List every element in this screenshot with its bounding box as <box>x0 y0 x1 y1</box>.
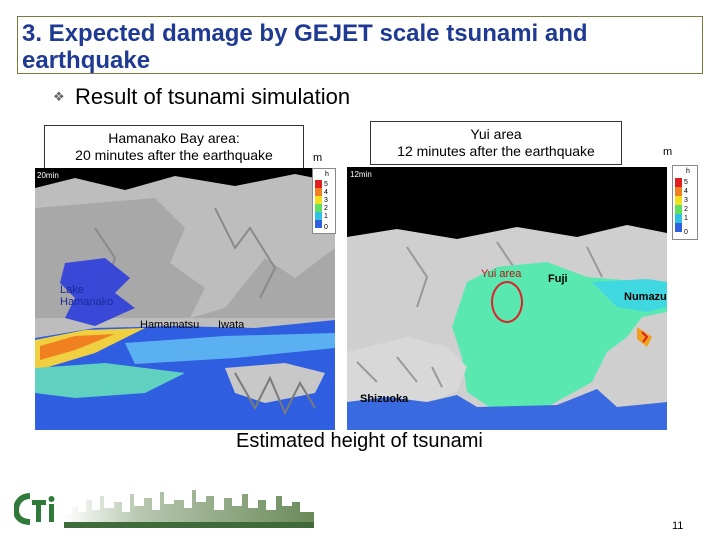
legend-tick: 1 <box>684 215 688 222</box>
left-panel-heading <box>44 125 304 169</box>
numazu-label: Numazu <box>624 291 667 303</box>
fuji-label: Fuji <box>548 273 568 285</box>
iwata-label: Iwata <box>218 319 245 331</box>
slide-title: 3. Expected damage by GEJET scale tsunami and earthquake <box>22 20 588 74</box>
legend-swatch <box>675 196 682 205</box>
left-legend-title: h <box>325 171 329 178</box>
right-timestamp: 12min <box>350 170 372 179</box>
legend-swatch <box>315 188 322 196</box>
legend-tick: 3 <box>684 197 688 204</box>
legend-swatch <box>675 178 682 187</box>
legend-swatch <box>315 180 322 188</box>
legend-tick: 4 <box>684 188 688 195</box>
right-unit-label: m <box>663 146 673 158</box>
legend-tick: 2 <box>684 206 688 213</box>
hamamatsu-label: Hamamatsu <box>140 319 200 331</box>
left-timestamp: 20min <box>37 171 59 180</box>
legend-swatch <box>315 220 322 228</box>
legend-tick: 4 <box>324 189 328 196</box>
figure-caption: Estimated height of tsunami <box>236 430 483 452</box>
legend-tick: 1 <box>324 213 328 220</box>
right-heading-line2: 12 minutes after the earthquake <box>397 143 595 159</box>
bullet-text: Result of tsunami simulation <box>75 84 351 109</box>
legend-swatch <box>675 187 682 196</box>
page-number: 11 <box>672 520 684 532</box>
legend-swatch <box>315 196 322 204</box>
legend-tick: 0 <box>684 229 688 236</box>
legend-swatch <box>675 214 682 223</box>
lake-hamanako-label: Lake Hamanako <box>60 284 114 308</box>
legend-tick: 0 <box>324 224 328 231</box>
left-color-legend <box>312 168 336 234</box>
city-skyline-graphic <box>64 484 314 528</box>
legend-tick: 5 <box>684 179 688 186</box>
right-legend-title: h <box>686 168 690 175</box>
left-unit-label: m <box>313 152 323 164</box>
legend-swatch <box>315 204 322 212</box>
legend-tick: 5 <box>324 181 328 188</box>
left-heading-line1: Hamanako Bay area: <box>108 130 240 146</box>
yui-area-label: Yui area <box>481 268 522 280</box>
left-heading-line2: 20 minutes after the earthquake <box>75 147 273 163</box>
legend-tick: 2 <box>324 205 328 212</box>
legend-swatch <box>315 212 322 220</box>
shizuoka-label: Shizuoka <box>360 393 409 405</box>
right-color-legend <box>672 165 698 240</box>
legend-swatch <box>675 205 682 214</box>
right-panel-heading <box>370 121 622 165</box>
yui-area-marker-circle <box>491 281 523 323</box>
cti-logo <box>14 490 58 526</box>
legend-tick: 3 <box>324 197 328 204</box>
legend-swatch <box>675 223 682 232</box>
right-heading-line1: Yui area <box>470 126 522 142</box>
bullet-icon: ❖ <box>53 89 65 104</box>
